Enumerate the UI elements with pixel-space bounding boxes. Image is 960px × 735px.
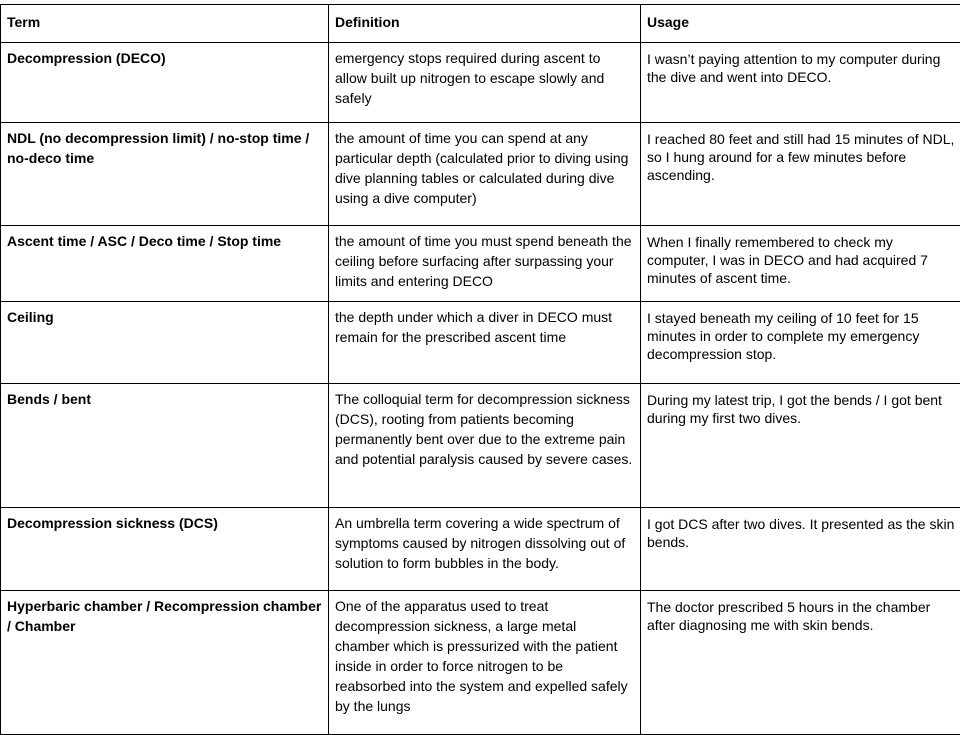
usage-cell: I wasn’t paying attention to my computer during the dive and went into DECO.	[641, 43, 960, 123]
term-cell: Ceiling	[1, 302, 329, 384]
definition-cell: the depth under which a diver in DECO must remain for the prescribed ascent time	[329, 302, 641, 384]
table-row	[1, 43, 960, 123]
glossary-table	[0, 4, 960, 735]
table-row	[1, 302, 960, 384]
usage-cell: When I finally remembered to check my computer, I was in DECO and had acquired 7 minutes of ascent time.	[641, 226, 960, 302]
usage-cell: I reached 80 feet and still had 15 minutes of NDL, so I hung around for a few minutes before ascending.	[641, 123, 960, 226]
term-cell: Hyperbaric chamber / Recompression chamber / Chamber	[1, 591, 329, 735]
usage-cell: I stayed beneath my ceiling of 10 feet for 15 minutes in order to complete my emergency decompression stop.	[641, 302, 960, 384]
usage-cell: I got DCS after two dives. It presented as the skin bends.	[641, 508, 960, 591]
usage-cell: The doctor prescribed 5 hours in the chamber after diagnosing me with skin bends.	[641, 591, 960, 735]
term-cell: Decompression sickness (DCS)	[1, 508, 329, 591]
table-row	[1, 123, 960, 226]
term-cell: NDL (no decompression limit) / no-stop time / no-deco time	[1, 123, 329, 226]
usage-cell: During my latest trip, I got the bends / I got bent during my first two dives.	[641, 384, 960, 508]
column-header-definition: Definition	[329, 5, 641, 43]
table-header	[1, 5, 960, 43]
table-row	[1, 384, 960, 508]
definition-cell: emergency stops required during ascent to allow built up nitrogen to escape slowly and safely	[329, 43, 641, 123]
column-header-usage: Usage	[641, 5, 960, 43]
table-row	[1, 591, 960, 735]
definition-cell: One of the apparatus used to treat decompression sickness, a large metal chamber which is pressurized with the patient inside in order to force nitrogen to be reabsorbed into the system and expelled safely by the lungs	[329, 591, 641, 735]
term-cell: Decompression (DECO)	[1, 43, 329, 123]
definition-cell: the amount of time you can spend at any particular depth (calculated prior to diving using dive planning tables or calculated during dive using a dive computer)	[329, 123, 641, 226]
header-row	[1, 5, 960, 43]
term-cell: Ascent time / ASC / Deco time / Stop time	[1, 226, 329, 302]
definition-cell: the amount of time you must spend beneath the ceiling before surfacing after surpassing your limits and entering DECO	[329, 226, 641, 302]
table-body	[1, 43, 960, 735]
definition-cell: An umbrella term covering a wide spectrum of symptoms caused by nitrogen dissolving out of solution to form bubbles in the body.	[329, 508, 641, 591]
table-row	[1, 508, 960, 591]
table-row	[1, 226, 960, 302]
term-cell: Bends / bent	[1, 384, 329, 508]
definition-cell: The colloquial term for decompression sickness (DCS), rooting from patients becoming permanently bent over due to the extreme pain and potential paralysis caused by severe cases.	[329, 384, 641, 508]
column-header-term: Term	[1, 5, 329, 43]
